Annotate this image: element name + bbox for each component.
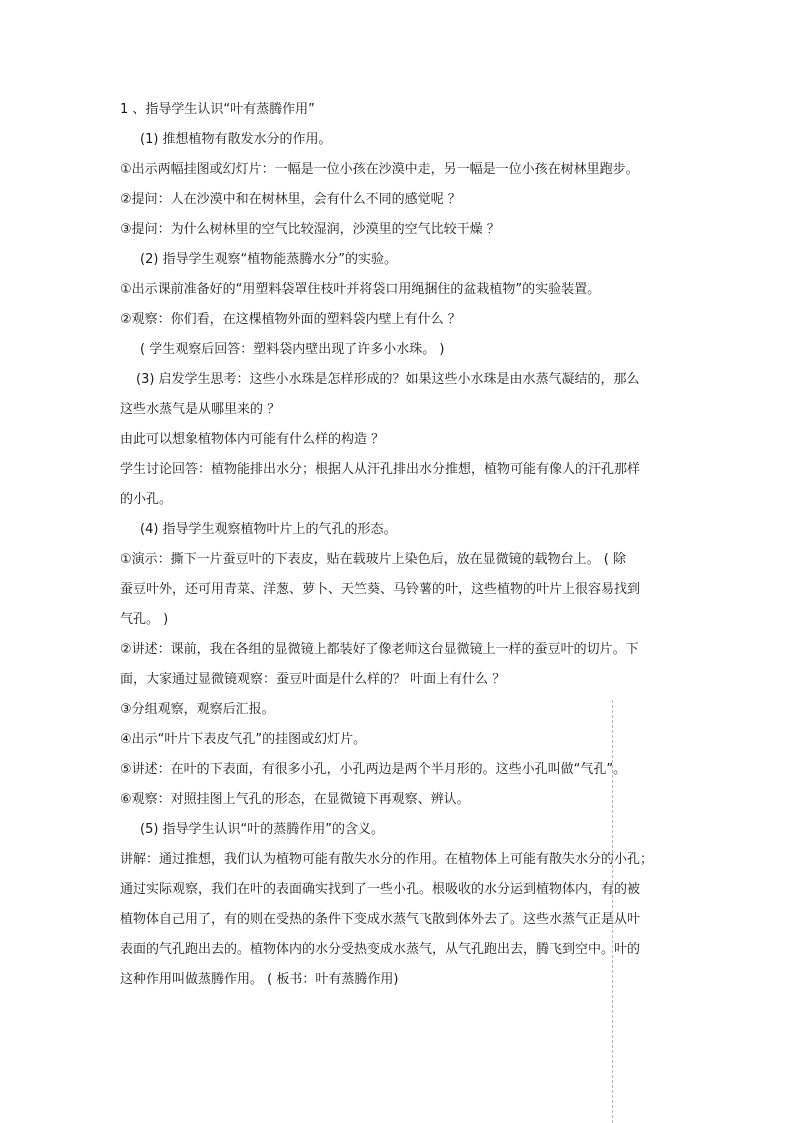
paragraph-line: 气孔。 ) [120,612,169,627]
paragraph-line: 讲解：通过推想，我们认为植物可能有散失水分的作用。在植物体上可能有散失水分的小孔； [120,852,654,867]
paragraph-line: (3) 启发学生思考：这些小水珠是怎样形成的？如果这些小水珠是由水蒸气凝结的，那么 [136,372,640,387]
student-discussion-block [120,460,680,509]
paragraph-line: 由此可以想象植物体内可能有什么样的构造 ？ [120,432,385,447]
margin-dashed-line [612,700,613,1123]
explain-block [120,640,680,689]
subsection-5-title: (5) 指导学生认识“叶的蒸腾作用”的含义。 [140,822,385,837]
paragraph-line: 表面的气孔跑出去的。植物体内的水分受热变成水蒸气，从气孔跑出去，腾飞到空中。叶的 [120,942,641,957]
paragraph-line: 蚕豆叶外，还可用青菜、洋葱、萝卜、天竺葵、马铃薯的叶，这些植物的叶片上很容易找到 [120,582,641,597]
paragraph-line: ①出示两幅挂图或幻灯片：一幅是一位小孩在沙漠中走，另一幅是一位小孩在树林里跑步。 [120,162,639,177]
explanation-block [120,850,680,989]
paragraph-line: 植物体自己用了，有的则在受热的条件下变成水蒸气飞散到体外去了。这些水蒸气正是从叶 [120,912,641,927]
paragraph-line: ②讲述：课前，我在各组的显微镜上都装好了像老师这台显微镜上一样的蚕豆叶的切片。下 [120,642,639,657]
paragraph-line: ⑤讲述：在叶的下表面，有很多小孔，小孔两边是两个半月形的。这些小孔叫做“气孔”。 [120,762,627,777]
paragraph-line: ③分组观察，观察后汇报。 [120,702,275,717]
section-heading: 1 、指导学生认识“叶有蒸腾作用” [120,102,315,117]
paragraph-line: ①演示：撕下一片蚕豆叶的下表皮，贴在载玻片上染色后，放在显微镜的载物台上。 ( 除 [120,552,626,567]
subsection-3-block [120,370,680,419]
paragraph-line: ③提问：为什么树林里的空气比较湿润，沙漠里的空气比较干燥 ？ [120,222,500,237]
subsection-4-title: (4) 指导学生观察植物叶片上的气孔的形态。 [140,522,397,537]
subsection-1-title: (1) 推想植物有散发水分的作用。 [140,132,332,147]
subsection-2-title: (2) 指导学生观察“植物能蒸腾水分”的实验。 [140,252,398,267]
paragraph-line: ④出示“叶片下表皮气孔”的挂图或幻灯片。 [120,732,367,747]
paragraph-line: ⑥观察：对照挂图上气孔的形态，在显微镜下再观察、辨认。 [120,792,470,807]
paragraph-line: 面，大家通过显微镜观察：蚕豆叶面是什么样的？ 叶面上有什么 ？ [120,672,506,687]
paragraph-line: ②观察：你们看，在这棵植物外面的塑料袋内壁上有什么 ？ [120,312,461,327]
student-answer-note: ( 学生观察后回答：塑料袋内壁出现了许多小水珠。 ) [140,342,445,357]
paragraph-line: 这种作用叫做蒸腾作用。 ( 板书：叶有蒸腾作用) [120,972,399,987]
paragraph-line: 通过实际观察，我们在叶的表面确实找到了一些小孔。根吸收的水分运到植物体内，有的被 [120,882,641,897]
demo-block [120,550,680,629]
paragraph-line: ①出示课前准备好的“用塑料袋罩住枝叶并将袋口用绳捆住的盆栽植物”的实验装置。 [120,282,601,297]
paragraph-line: 学生讨论回答：植物能排出水分；根据人从汗孔排出水分推想，植物可能有像人的汗孔那样 [120,462,641,477]
document-body [120,100,680,1000]
paragraph-line: 的小孔。 [120,492,173,507]
paragraph-line: 这些水蒸气是从哪里来的 ？ [120,402,281,417]
paragraph-line: ②提问：人在沙漠中和在树林里，会有什么不同的感觉呢 ？ [120,192,461,207]
